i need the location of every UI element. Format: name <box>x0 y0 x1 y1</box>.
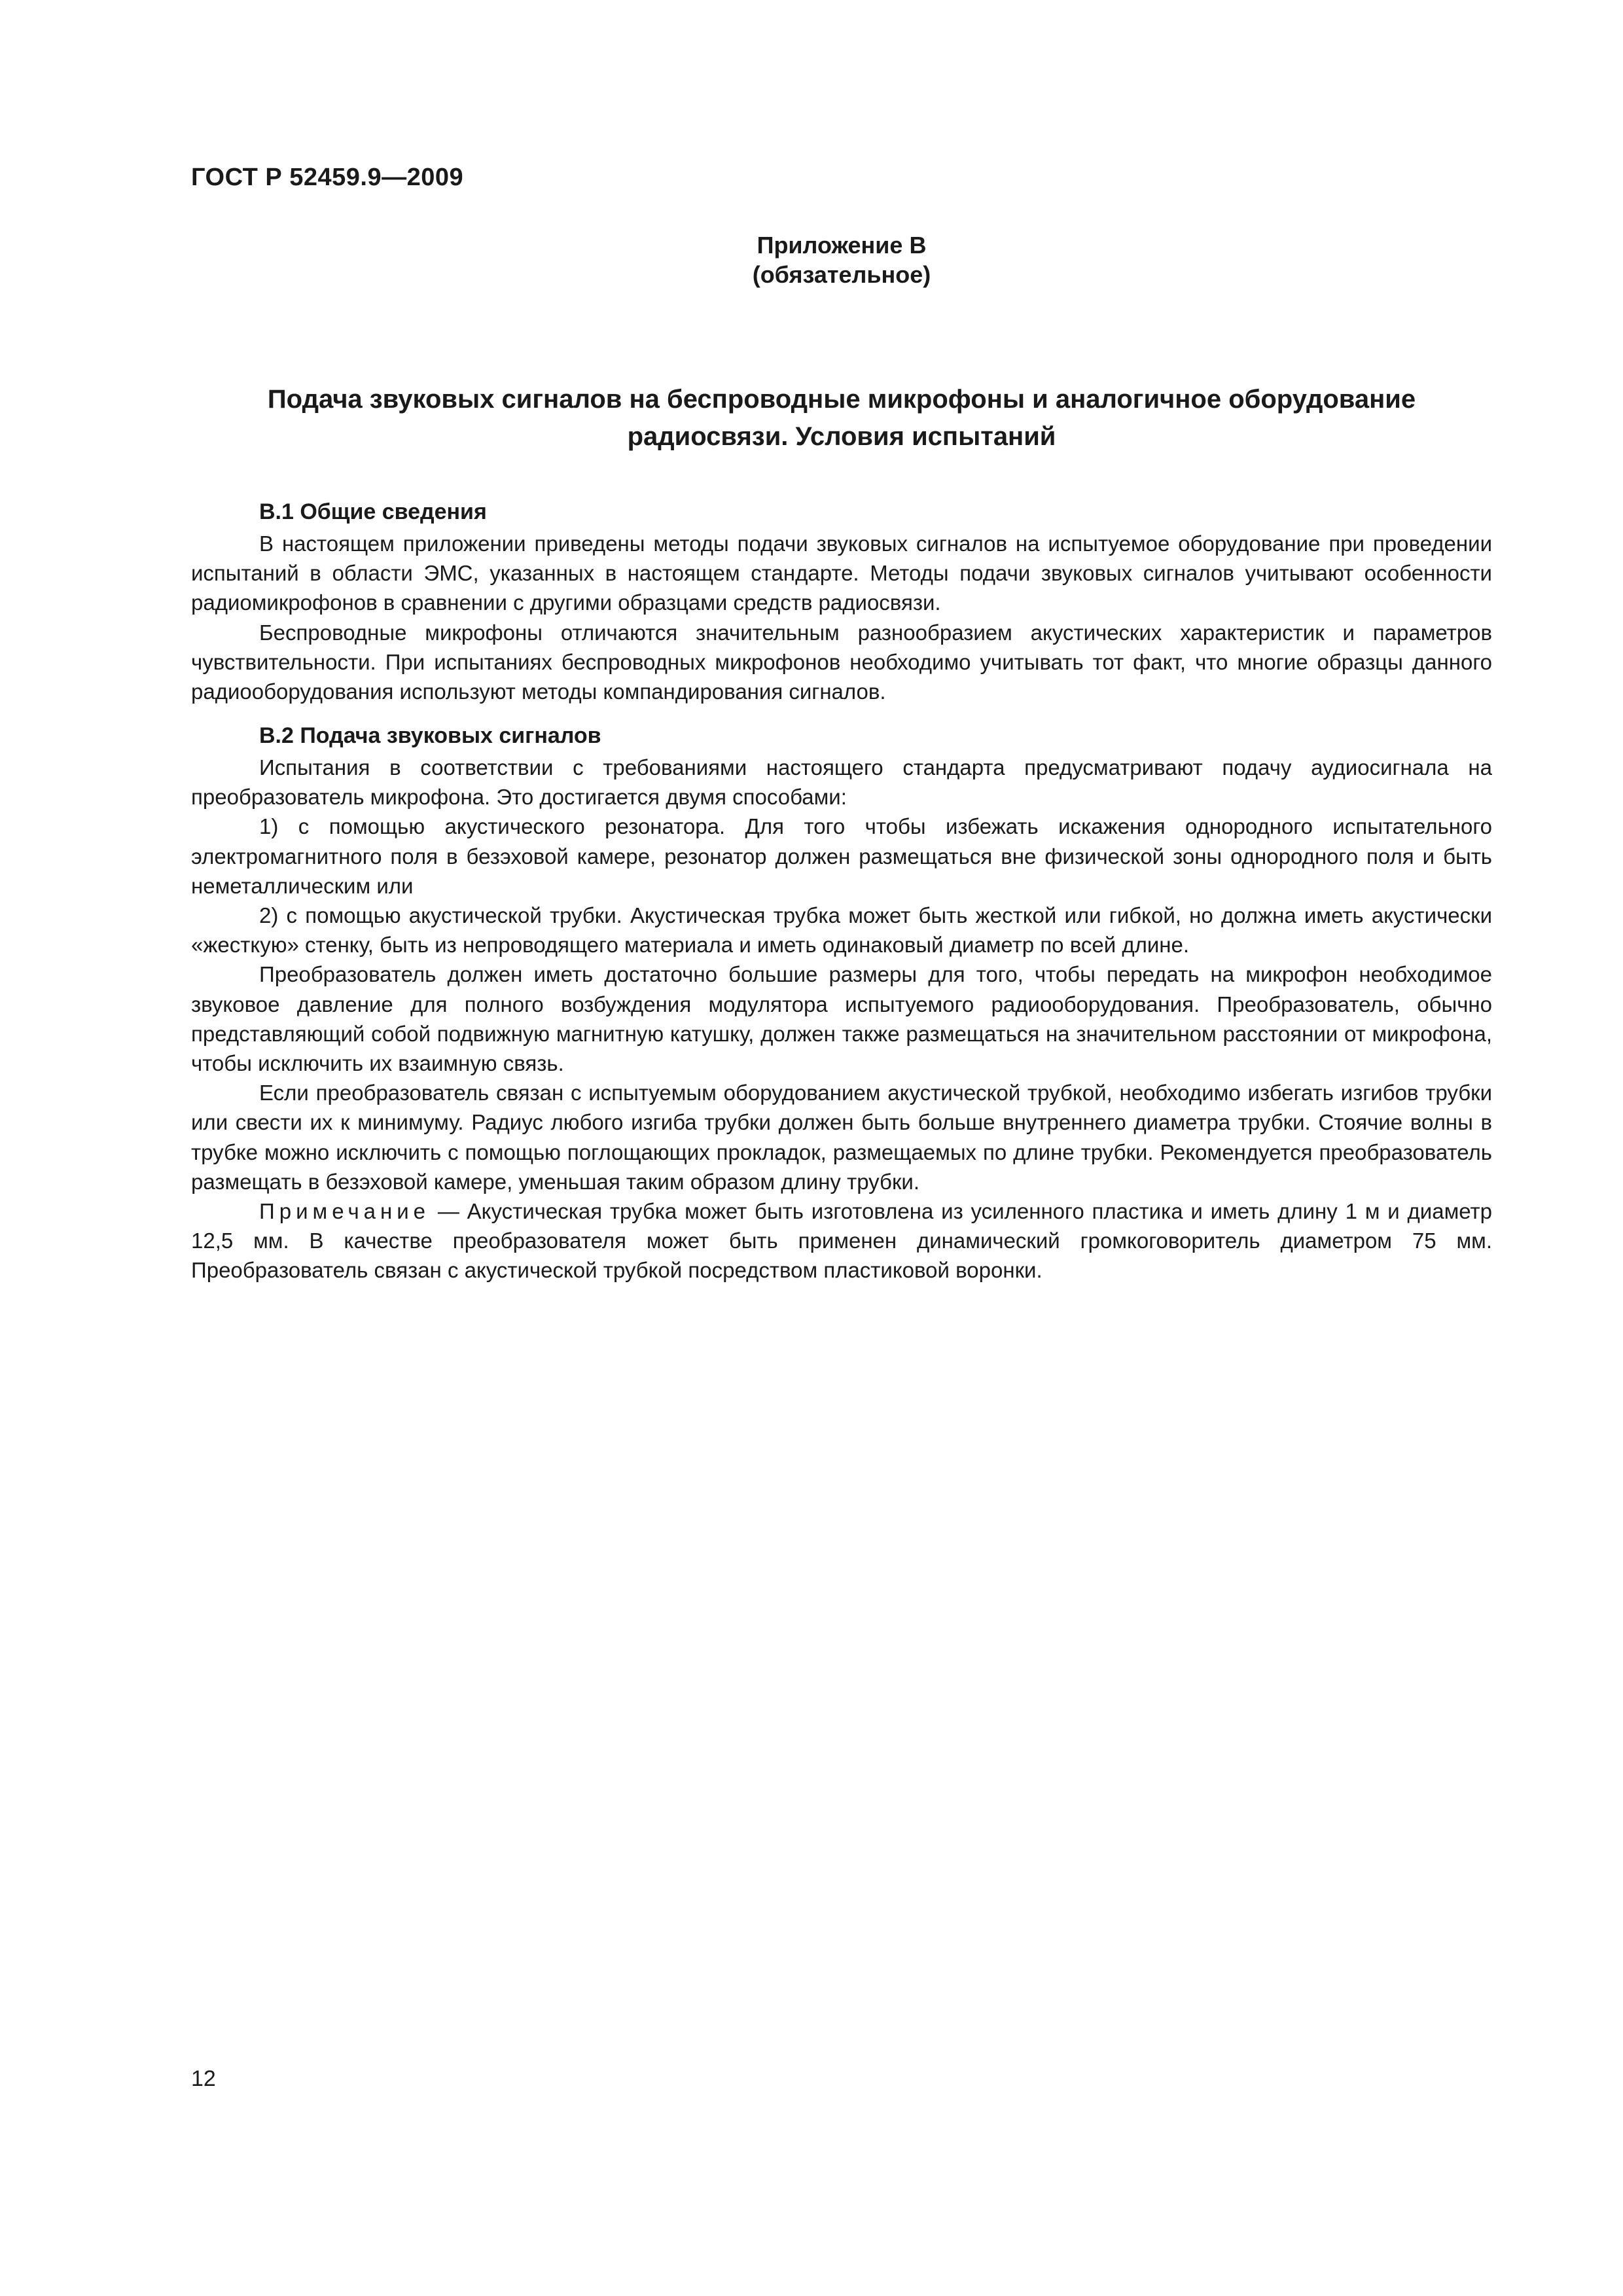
main-title-line: Подача звуковых сигналов на беспроводные микрофоны и аналогичное оборудование <box>267 385 1416 414</box>
section-signal-feed <box>191 720 1492 1285</box>
section-heading: В.2 Подача звуковых сигналов <box>259 723 601 748</box>
list-item: 2) с помощью акустической трубки. Акустическая трубка может быть жесткой или гибкой, но должна иметь акустически «жесткую» стенку, быть из непроводящего материала и иметь одинаковый диаметр по всей длине. <box>191 903 1492 958</box>
paragraph: Испытания в соответствии с требованиями настоящего стандарта предусматривают подачу аудиосигнала на преобразователь микрофона. Это достигается двумя способами: <box>191 755 1492 810</box>
paragraph: В настоящем приложении приведены методы подачи звуковых сигналов на испытуемое оборудование при проведении испытаний в области ЭМС, указанных в настоящем стандарте. Методы подачи звуковых сигналов учитывают особенности радиомикрофонов в сравнении с другими образцами средств радиосвязи. <box>191 531 1492 615</box>
paragraph: Беспроводные микрофоны отличаются значительным разнообразием акустических характеристик и параметров чувствительности. При испытаниях беспроводных микрофонов необходимо учитывать тот факт, что многие образцы данного радиооборудования используют методы компандирования сигналов. <box>191 620 1492 704</box>
list-item: 1) с помощью акустического резонатора. Для того чтобы избежать искажения однородного испытательного электромагнитного поля в безэховой камере, резонатор должен размещаться вне физической зоны однородного поля и быть неметаллическим или <box>191 814 1492 898</box>
section-heading: В.1 Общие сведения <box>259 499 487 524</box>
paragraph: Преобразователь должен иметь достаточно большие размеры для того, чтобы передать на микрофон необходимое звуковое давление для полного возбуждения модулятора испытуемого радиооборудования. Преобразователь, обычно представляющий собой подвижную магнитную катушку, должен также размещаться на значительном расстоянии от микрофона, чтобы исключить их взаимную связь. <box>191 962 1492 1076</box>
note <box>191 1196 1492 1285</box>
annex-status: (обязательное) <box>752 261 931 288</box>
section-general <box>191 496 1492 706</box>
note-label: Примечание <box>259 1199 431 1224</box>
main-title <box>191 381 1492 456</box>
document-id: ГОСТ Р 52459.9—2009 <box>191 164 464 191</box>
annex-title: Приложение В <box>757 232 927 259</box>
page-number: 12 <box>191 2066 216 2091</box>
note-text: — Акустическая трубка может быть изготовлена из усиленного пластика и иметь длину 1 м и диаметр 12,5 мм. В качестве преобразователя может быть применен динамический громкоговоритель диаметром 75 мм. Преобразователь связан с акустической трубкой посредством пластиковой воронки. <box>191 1199 1492 1283</box>
paragraph: Если преобразователь связан с испытуемым оборудованием акустической трубкой, необходимо избегать изгибов трубки или свести их к минимуму. Радиус любого изгиба трубки должен быть больше внутреннего диаметра трубки. Стоячие волны в трубке можно исключить с помощью поглощающих прокладок, размещаемых по длине трубки. Рекомендуется преобразователь размещать в безэховой камере, уменьшая таким образом длину трубки. <box>191 1081 1492 1194</box>
main-title-line: радиосвязи. Условия испытаний <box>627 422 1056 451</box>
